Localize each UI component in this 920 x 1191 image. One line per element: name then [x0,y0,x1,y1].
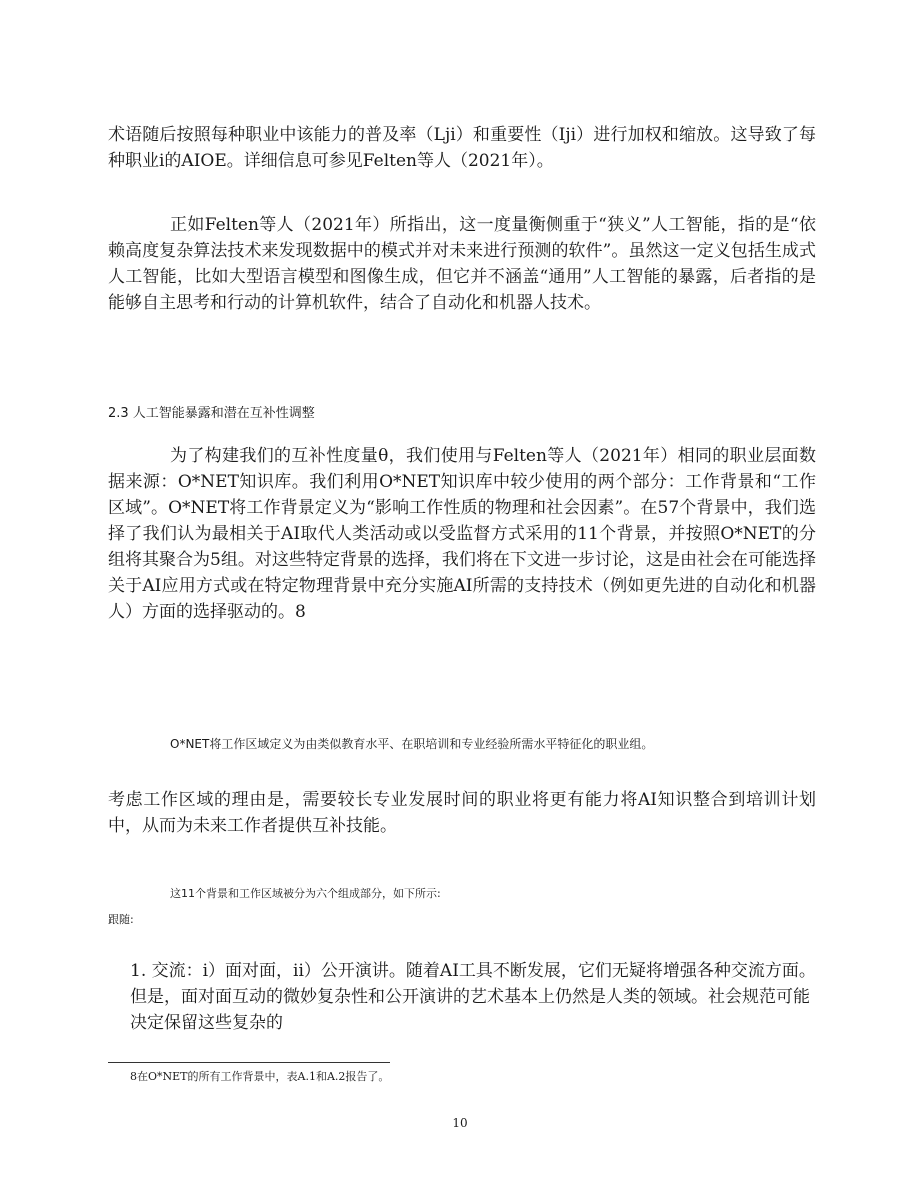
components-intro: 这11个背景和工作区域被分为六个组成部分，如下所示: [170,887,441,900]
section-heading: 2.3 人工智能暴露和潜在互补性调整 [108,406,315,421]
footnote-divider [108,1062,390,1063]
paragraph-complementarity-measure: 为了构建我们的互补性度量θ，我们使用与Felten等人（2021年）相同的职业层面数据来源：O*NET知识库。我们利用O*NET知识库中较少使用的两个部分：工作背景和“工作区域”。O*NET将工作背景定义为“影响工作性质的物理和社会因素”。在57个背景中，我们选择了我们认为最相关于AI取代人类活动或以受监督方式采用的11个背景，并按照O*NET的分组将其聚合为5组。对这些特定背景的选择，我们将在下文进一步讨论，这是由社会在可能选择关于AI应用方式或在特定物理背景中充分实施AI所需的支持技术（例如更先进的自动化和机器人）方面的选择驱动的。8 [108,446,816,622]
paragraph-job-zone-rationale: 考虑工作区域的理由是，需要较长专业发展时间的职业将更有能力将AI知识整合到培训计划中，从而为未来工作者提供互补技能。 [108,790,816,836]
paragraph-aioe-weighting: 术语随后按照每种职业中该能力的普及率（Lji）和重要性（Iji）进行加权和缩放。这导致了每种职业i的AIOE。详细信息可参见Felten等人（2021年）。 [108,125,816,171]
follow-label: 跟随: [108,913,134,926]
page-number: 10 [452,1116,468,1130]
job-zone-definition: O*NET将工作区域定义为由类似教育水平、在职培训和专业经验所需水平特征化的职业组。 [170,737,654,751]
paragraph-narrow-ai: 正如Felten等人（2021年）所指出，这一度量衡侧重于“狭义”人工智能，指的是“依赖高度复杂算法技术来发现数据中的模式并对未来进行预测的软件”。虽然这一定义包括生成式人工智能，比如大型语言模型和图像生成，但它并不涵盖“通用”人工智能的暴露，后者指的是能够自主思考和行动的计算机软件，结合了自动化和机器人技术。 [108,215,816,313]
footnote: 8在O*NET的所有工作背景中，表A.1和A.2报告了。 [130,1070,390,1083]
list-item: 1. 交流：i）面对面，ii）公开演讲。随着AI工具不断发展，它们无疑将增强各种交流方面。但是，面对面互动的微妙复杂性和公开演讲的艺术基本上仍然是人类的领域。社会规范可能决定保留这些复杂的 [130,961,816,1033]
